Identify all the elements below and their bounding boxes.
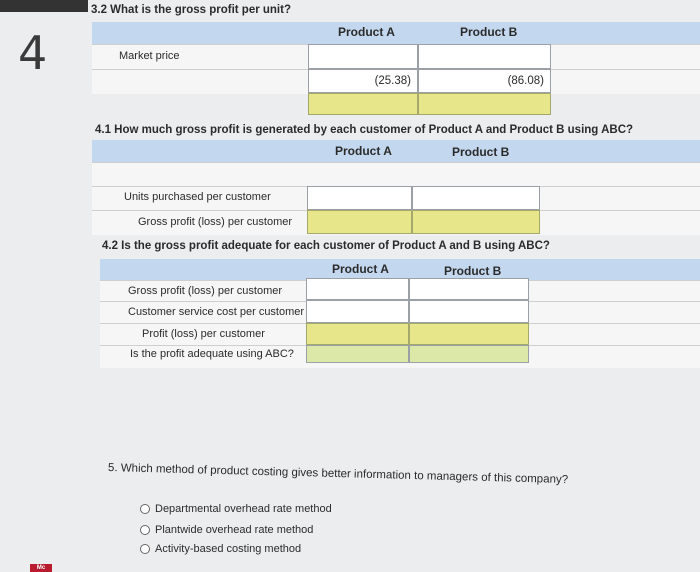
market-price-b-input[interactable] xyxy=(418,44,551,69)
radio-icon[interactable] xyxy=(140,525,150,535)
gp-b-input[interactable] xyxy=(409,278,529,300)
col-header-product-b: Product B xyxy=(460,25,518,39)
option-label: Activity-based costing method xyxy=(155,543,302,555)
option-departmental[interactable] xyxy=(140,503,332,515)
radio-icon[interactable] xyxy=(140,544,150,554)
gross-profit-a-value: (25.38) xyxy=(374,75,411,87)
col-header-product-a: Product A xyxy=(335,144,392,158)
adequate-b-select[interactable] xyxy=(409,345,529,363)
row-label: Customer service cost per customer xyxy=(128,306,305,318)
col-header-product-a: Product A xyxy=(332,262,389,276)
header-4-2 xyxy=(100,259,700,280)
row-label: Is the profit adequate using ABC? xyxy=(130,348,294,360)
service-cost-a-input[interactable] xyxy=(306,300,409,323)
gp-customer-b-input[interactable] xyxy=(412,210,540,234)
gross-profit-b-cell[interactable] xyxy=(418,69,551,93)
profit-a-input[interactable] xyxy=(306,323,409,345)
header-4-1 xyxy=(92,140,700,162)
answer-b-input[interactable] xyxy=(418,93,551,115)
gross-profit-a-cell[interactable] xyxy=(308,69,418,93)
radio-icon[interactable] xyxy=(140,504,150,514)
service-cost-b-input[interactable] xyxy=(409,300,529,323)
question-4-1: 4.1 How much gross profit is generated by each customer of Product A and Product B using ABC? xyxy=(95,124,634,136)
row-label: Market price xyxy=(119,50,180,62)
row-label: Gross profit (loss) per customer xyxy=(128,285,283,297)
blank-row xyxy=(92,162,700,187)
page-number: 4 xyxy=(18,26,48,80)
market-price-a-input[interactable] xyxy=(308,44,418,69)
units-b-input[interactable] xyxy=(412,186,540,210)
col-header-product-a: Product A xyxy=(338,25,395,39)
col-header-product-b: Product B xyxy=(452,145,510,159)
option-activity-based[interactable] xyxy=(140,543,301,555)
row-label: Units purchased per customer xyxy=(124,191,271,203)
question-3-2: 3.2 What is the gross profit per unit? xyxy=(91,4,291,16)
gp-a-input[interactable] xyxy=(306,278,409,300)
question-5: 5. Which method of product costing gives better information to managers of this company? xyxy=(107,462,569,487)
gross-profit-b-value: (86.08) xyxy=(507,75,544,87)
option-plantwide[interactable] xyxy=(140,524,313,536)
col-header-product-b: Product B xyxy=(444,264,502,278)
units-a-input[interactable] xyxy=(307,186,412,210)
gp-customer-a-input[interactable] xyxy=(307,210,412,234)
header-3-2 xyxy=(92,22,700,44)
question-4-2: 4.2 Is the gross profit adequate for each customer of Product A and B using ABC? xyxy=(102,240,550,252)
row-label: Gross profit (loss) per customer xyxy=(138,216,293,228)
row-label: Profit (loss) per customer xyxy=(142,328,265,340)
option-label: Departmental overhead rate method xyxy=(155,503,332,515)
mcgraw-hill-logo: Mc xyxy=(30,564,52,572)
option-label: Plantwide overhead rate method xyxy=(155,524,314,536)
top-bar xyxy=(0,0,88,12)
answer-a-input[interactable] xyxy=(308,93,418,115)
adequate-a-select[interactable] xyxy=(306,345,409,363)
profit-b-input[interactable] xyxy=(409,323,529,345)
